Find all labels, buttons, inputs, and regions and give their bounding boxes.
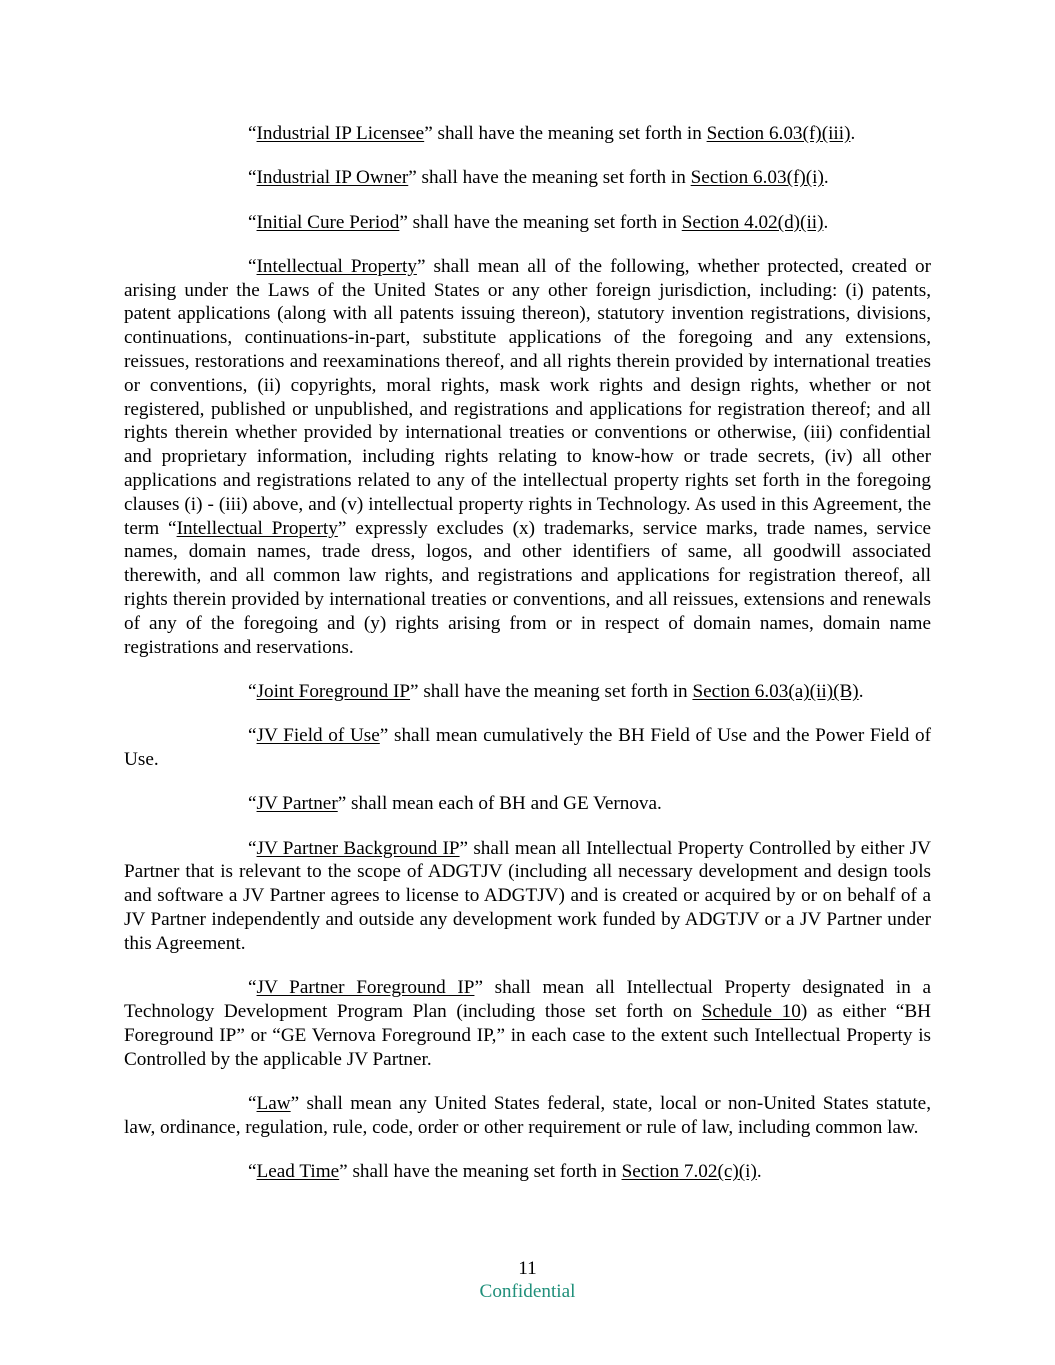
defined-term: Initial Cure Period: [256, 211, 400, 233]
defined-term: JV Field of Use: [256, 725, 380, 747]
confidential-label: Confidential: [479, 1281, 576, 1302]
definition-jv-partner-background-ip: “JV Partner Background IP” shall mean all Intellectual Property Controlled by either JV Partner that is relevant to the scope of ADGTJV (including all necessary development and design tools and software a JV Partner agrees to license to ADGTJV) and is created or acquired by or on behalf of a JV Partner independently and outside any development work funded by ADGTJV or a JV Partner under this Agreement.: [124, 837, 931, 954]
defined-term: JV Partner Foreground IP: [256, 977, 475, 999]
defined-term-reference: Intellectual Property: [176, 517, 338, 539]
definition-intellectual-property: “Intellectual Property” shall mean all of the following, whether protected, created or arising under the Laws of the United States or any other foreign jurisdiction, including: (i) patents, patent applications (along with all patents issuing thereon), statutory invention registrations, divisions, continuations, continuations-in-part, substitute applications of the foregoing and any extensions, reissues, restorations and reexaminations thereof, and all rights therein provided by international treaties or conventions, (ii) copyrights, moral rights, mask work rights and design rights, whether or not registered, published or unpublished, and registrations and applications for registration thereof; and all rights therein whether provided by international treaties or conventions or otherwise, (iii) confidential and proprietary information, including rights relating to know-how or trade secrets, (iv) all other applications and registrations related to any of the intellectual property rights set forth in the foregoing clauses (i) - (iii) above, and (v) intellectual property rights in Technology. As used in this Agreement, the term “Intellectual Property” expressly excludes (x) trademarks, service marks, trade names, service names, domain names, trade dress, logos, and other identifiers of same, all goodwill associated therewith, and all common law rights, and registrations and applications for registration thereof, all rights therein provided by international treaties or conventions, and all reissues, extensions and renewals of any of the foregoing and (y) rights arising from or in respect of domain names, domain name registrations and reservations.: [124, 255, 931, 658]
definition-jv-field-of-use: “JV Field of Use” shall mean cumulatively the BH Field of Use and the Power Field of Use.: [124, 725, 931, 771]
definition-jv-partner: “JV Partner” shall mean each of BH and GE Vernova.: [248, 793, 662, 815]
definition-initial-cure-period: “Initial Cure Period” shall have the meaning set forth in Section 4.02(d)(ii).: [248, 211, 829, 233]
defined-term: JV Partner Background IP: [256, 837, 460, 859]
definition-lead-time: “Lead Time” shall have the meaning set forth in Section 7.02(c)(i).: [248, 1160, 762, 1182]
defined-term: Law: [256, 1092, 291, 1114]
defined-term: Joint Foreground IP: [256, 680, 411, 702]
defined-term: Industrial IP Owner: [256, 167, 409, 189]
defined-term: JV Partner: [256, 793, 338, 815]
defined-term: Lead Time: [256, 1160, 340, 1182]
definition-industrial-ip-owner: “Industrial IP Owner” shall have the meaning set forth in Section 6.03(f)(i).: [248, 167, 829, 189]
definition-joint-foreground-ip: “Joint Foreground IP” shall have the meaning set forth in Section 6.03(a)(ii)(B).: [248, 680, 864, 702]
section-reference: Section 6.03(f)(iii): [706, 123, 851, 144]
section-reference: Section 6.03(a)(ii)(B): [692, 680, 859, 702]
section-reference: Section 4.02(d)(ii): [681, 211, 824, 233]
definition-law: “Law” shall mean any United States federal, state, local or non-United States statute, law, ordinance, regulation, rule, code, order or other requirement or rule of law, including common law.: [124, 1092, 931, 1138]
page-number: 11: [518, 1258, 537, 1279]
definition-jv-partner-foreground-ip: “JV Partner Foreground IP” shall mean all Intellectual Property designated in a Technology Development Program Plan (including those set forth on Schedule 10) as either “BH Foreground IP” or “GE Vernova Foreground IP,” in each case to the extent such Intellectual Property is Controlled by the applicable JV Partner.: [124, 977, 931, 1070]
defined-term: Intellectual Property: [256, 255, 417, 277]
document-body: [124, 122, 931, 1204]
schedule-reference: Schedule 10: [701, 1000, 801, 1022]
section-reference: Section 7.02(c)(i): [621, 1160, 757, 1182]
section-reference: Section 6.03(f)(i): [690, 167, 824, 189]
defined-term: Industrial IP Licensee: [256, 123, 425, 144]
definition-industrial-ip-licensee: “Industrial IP Licensee” shall have the meaning set forth in Section 6.03(f)(iii).: [248, 123, 856, 144]
